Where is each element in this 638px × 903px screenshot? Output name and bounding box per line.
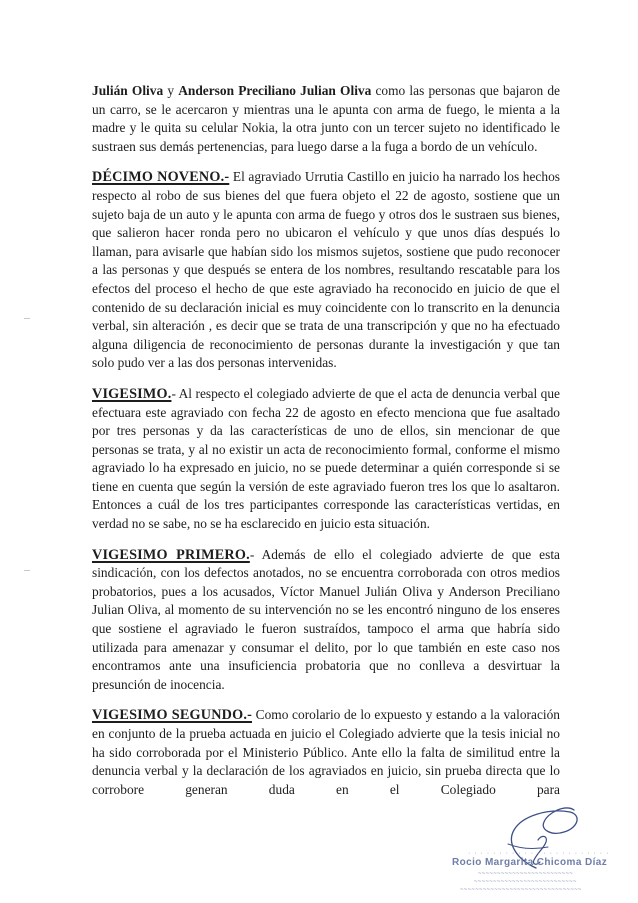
paragraph-1 [92, 82, 560, 156]
paragraph-21 [92, 546, 560, 695]
conjunction: y [163, 83, 179, 98]
paragraph-22 [92, 706, 560, 799]
stamp-dots: · · · · · · · · · · · · · · · · · · · · · · · [468, 850, 610, 857]
paragraph-19-text: El agraviado Urrutia Castillo en juicio ha narrado los hechos respecto al robo de sus bienes del que fuera objeto el 22 de agosto, sostiene que un sujeto baja de un auto y le apunta con arma de fuego y otros dos le sustraen sus bienes, que salieron hacer ronda pero no ubicaron el vehículo y que unos días después lo llaman, para avisarle que habían sido los mismos sujetos, sostiene que pudo reconocer a las personas y que después se entera de los nombres, resultando rescatable para los efectos del proceso el hecho de que este agraviado ha reconocido en juicio de que el contenido de su declaración inicial es muy coincidente con lo transcrito en la denuncia verbal, sin alteración , es decir que se trata de una transcripción y que no ha efectuado alguna diligencia de reconocimiento de personas durante la investigación y que tan solo pudo ver a las dos personas intervenidas. [92, 169, 560, 371]
section-heading-22: VIGESIMO SEGUNDO.- [92, 707, 252, 724]
paragraph-20 [92, 385, 560, 534]
document-body [92, 82, 560, 811]
person-name-2: Anderson Preciliano Julian Oliva [178, 83, 372, 98]
margin-mark [24, 570, 30, 571]
section-heading-20: VIGESIMO. [92, 385, 172, 402]
margin-mark [24, 318, 30, 319]
paragraph-1-text: como las personas que bajaron de un carro, se le acercaron y mientras una le apunta con arma de fuego, le mienta a la madre y le quita su celular Nokia, la otra junto con un tercer sujeto no identificado le sustraen sus demás pertenencias, para luego darse a la fuga a bordo de un vehículo. [92, 83, 560, 154]
paragraph-20-text: - Al respecto el colegiado advierte de que el acta de denuncia verbal que efectuara este agraviado con fecha 22 de agosto en efecto menciona que fue asaltado por tres personas y da las características de uno de ellos, sin mencionar de que personas se trata, y al no existir un acta de reconocimiento formal, conforme el mismo agraviado lo ha expresado en juicio, no se puede determinar a quién corresponde si se tiene en cuenta que según la versión de este agraviado fueron tres los que lo asaltaron. Entonces a cuál de los tres participantes corresponde las características vertidas, en verdad no se sabe, no se ha esclarecido en juicio esta situación. [92, 385, 560, 532]
stamp-smudge-line: ~~~~~~~~~~~~~~~~~~~~~~~~~~~~~~~~ [460, 887, 582, 893]
stamp-smudge-line: ~~~~~~~~~~~~~~~~~~~~~~~~~~~ [474, 879, 577, 885]
paragraph-21-text: - Además de ello el colegiado advierte de que esta sindicación, con los defectos anotados, no se encuentra corroborada con otros medios probatorios, pues a los acusados, Víctor Manuel Julián Oliva y Anderson Preciliano Julian Oliva, al momento de su intervención no se les encontró ninguno de los enseres que sostiene el agraviado le fueron sustraídos, tampoco el arma que habría sido utilizada para amenazar y consumar el delito, por lo que también en este caso nos encontramos ante una insuficiencia probatoria que no conlleva a desvirtuar la presunción de inocencia. [92, 546, 560, 692]
paragraph-19 [92, 168, 560, 373]
stamp-name: Rocio Margarita Chicoma Díaz [452, 857, 608, 868]
official-stamp [440, 850, 610, 900]
person-name-1: Julián Oliva [92, 83, 164, 98]
stamp-smudge-line: ~~~~~~~~~~~~~~~~~~~~~~~~~ [478, 871, 574, 877]
section-heading-21: VIGESIMO PRIMERO. [92, 546, 250, 563]
section-heading-19: DÉCIMO NOVENO.- [92, 169, 230, 186]
paragraph-22-text: Como corolario de lo expuesto y estando a la valoración en conjunto de la prueba actuada en juicio el Colegiado advierte que la tesis inicial no ha sido corroborada por el Ministerio Público. Ante ello la falta de similitud entre la denuncia verbal y la declaración de los agraviados en juicio, sin prueba directa que lo corrobore generan duda en el Colegiado para [92, 707, 561, 797]
